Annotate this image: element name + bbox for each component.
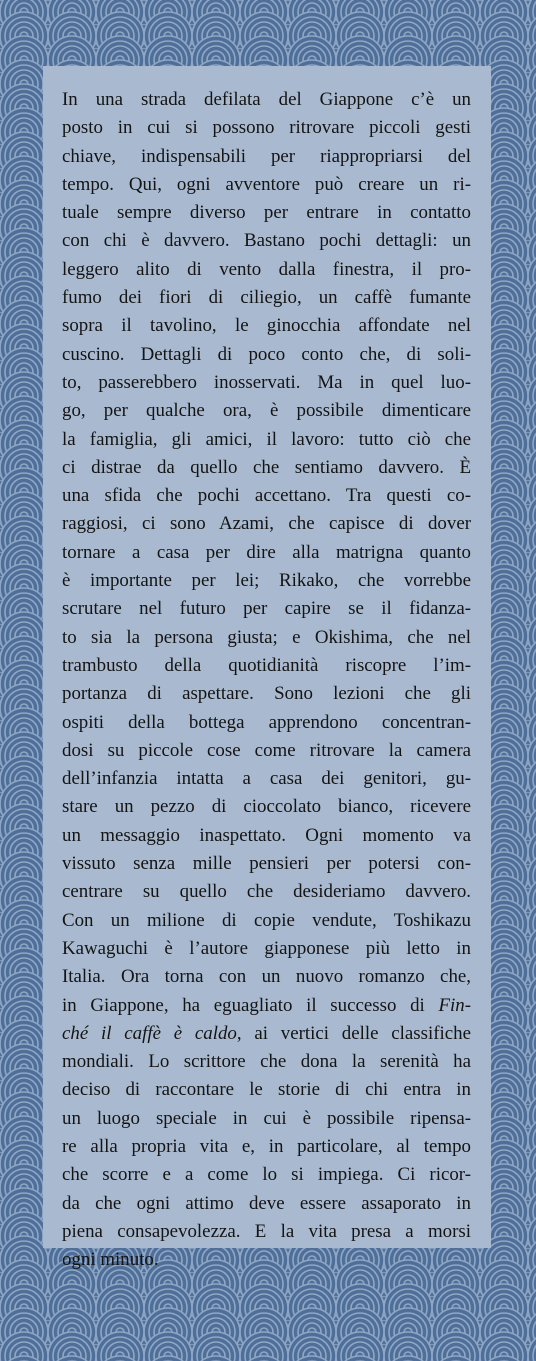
text-segment: ogni minuto. xyxy=(62,1249,159,1271)
synopsis-line xyxy=(62,992,471,1020)
synopsis-line xyxy=(62,199,471,227)
synopsis-line xyxy=(62,114,471,142)
text-segment: con chi è davvero. Bastano pochi dettagli: un xyxy=(62,230,471,252)
synopsis-line xyxy=(62,907,471,935)
text-segment: che scorre e a come lo si impiega. Ci ricor- xyxy=(62,1164,471,1186)
synopsis-line xyxy=(62,1020,471,1048)
synopsis-line xyxy=(62,850,471,878)
text-segment: raggiosi, ci sono Azami, che capisce di dover xyxy=(62,513,471,535)
text-segment: to, passerebbero inosservati. Ma in quel luo- xyxy=(62,371,471,393)
text-segment: vissuto senza mille pensieri per potersi con- xyxy=(62,853,471,875)
synopsis-line xyxy=(62,624,471,652)
synopsis-line xyxy=(62,652,471,680)
text-segment: portanza di aspettare. Sono lezioni che gli xyxy=(62,683,471,705)
text-segment: un luogo speciale in cui è possibile ripensa- xyxy=(62,1107,471,1129)
text-segment: tuale sempre diverso per entrare in contatto xyxy=(62,202,471,224)
text-segment: ospiti della bottega apprendono concentran- xyxy=(62,711,471,733)
synopsis-line xyxy=(62,227,471,255)
synopsis-line xyxy=(62,793,471,821)
text-segment: sopra il tavolino, le ginocchia affondate nel xyxy=(62,315,471,337)
synopsis-line xyxy=(62,1048,471,1076)
text-segment: piena consapevolezza. E la vita presa a morsi xyxy=(62,1220,471,1242)
text-segment: chiave, indispensabili per riappropriarsi del xyxy=(62,145,471,167)
synopsis-line xyxy=(62,878,471,906)
text-segment: trambusto della quotidianità riscopre l’im- xyxy=(62,654,471,676)
text-segment: scrutare nel futuro per capire se il fidanza- xyxy=(62,598,471,620)
text-segment: posto in cui si possono ritrovare piccoli gesti xyxy=(62,117,471,139)
synopsis-line xyxy=(62,1218,471,1246)
synopsis-line xyxy=(62,737,471,765)
synopsis-line xyxy=(62,256,471,284)
text-segment: go, per qualche ora, è possibile dimenticare xyxy=(62,400,471,422)
text-segment: In una strada defilata del Giappone c’è un xyxy=(62,89,471,110)
text-segment: centrare su quello che desideriamo davvero. xyxy=(62,881,471,903)
text-segment: tempo. Qui, ogni avventore può creare un ri- xyxy=(62,173,471,195)
synopsis-line xyxy=(62,963,471,991)
synopsis-line xyxy=(62,284,471,312)
text-segment: un messaggio inaspettato. Ogni momento va xyxy=(62,824,471,846)
text-segment: , ai vertici delle classifiche xyxy=(236,1022,472,1044)
synopsis-line xyxy=(62,595,471,623)
synopsis-line xyxy=(62,1105,471,1133)
text-segment: stare un pezzo di cioccolato bianco, ricevere xyxy=(62,796,471,818)
synopsis-line xyxy=(62,341,471,369)
synopsis-line xyxy=(62,822,471,850)
text-segment: dosi su piccole cose come ritrovare la camera xyxy=(62,739,471,761)
synopsis-line xyxy=(62,709,471,737)
text-segment: fumo dei fiori di ciliegio, un caffè fumante xyxy=(62,287,471,309)
synopsis-line xyxy=(62,539,471,567)
text-segment: Con un milione di copie vendute, Toshikazu xyxy=(62,909,471,931)
text-segment: to sia la persona giusta; e Okishima, che nel xyxy=(62,626,471,648)
synopsis-line xyxy=(62,567,471,595)
text-segment: è importante per lei; Rikako, che vorrebbe xyxy=(62,570,471,592)
synopsis-line xyxy=(62,482,471,510)
text-segment: da che ogni attimo deve essere assaporato in xyxy=(62,1192,471,1214)
synopsis-panel xyxy=(43,66,491,1271)
synopsis-line xyxy=(62,454,471,482)
synopsis-line xyxy=(62,426,471,454)
synopsis-line xyxy=(62,86,471,114)
text-segment: una sfida che pochi accettano. Tra questi co- xyxy=(62,485,471,507)
synopsis-line xyxy=(62,1133,471,1161)
synopsis-line xyxy=(62,397,471,425)
text-segment: deciso di raccontare le storie di chi entra in xyxy=(62,1079,471,1101)
text-segment: Kawaguchi è l’autore giapponese più letto in xyxy=(62,937,471,959)
synopsis-line xyxy=(62,1076,471,1104)
text-segment: in Giappone, ha eguagliato il successo di xyxy=(62,994,439,1016)
synopsis-line xyxy=(62,1161,471,1189)
text-segment: dell’infanzia intatta a casa dei genitori, gu- xyxy=(62,768,471,790)
synopsis-text xyxy=(62,86,471,1274)
text-segment: ci distrae da quello che sentiamo davvero. È xyxy=(62,456,471,478)
italic-title-segment: Fin- xyxy=(438,994,471,1016)
synopsis-line xyxy=(62,171,471,199)
synopsis-line xyxy=(62,765,471,793)
text-segment: leggero alito di vento dalla finestra, il pro- xyxy=(62,258,471,280)
text-segment: re alla propria vita e, in particolare, al tempo xyxy=(62,1135,471,1157)
text-segment: tornare a casa per dire alla matrigna quanto xyxy=(62,541,471,563)
text-segment: Italia. Ora torna con un nuovo romanzo che, xyxy=(62,966,471,988)
text-segment: cuscino. Dettagli di poco conto che, di soli- xyxy=(62,343,471,365)
synopsis-line xyxy=(62,143,471,171)
synopsis-line xyxy=(62,510,471,538)
synopsis-line xyxy=(62,1190,471,1218)
text-segment: la famiglia, gli amici, il lavoro: tutto ciò che xyxy=(62,428,471,450)
synopsis-line xyxy=(62,935,471,963)
text-segment: mondiali. Lo scrittore che dona la serenità ha xyxy=(62,1051,471,1073)
synopsis-line xyxy=(62,312,471,340)
italic-title-segment: ché il caffè è caldo xyxy=(62,1022,237,1044)
synopsis-line xyxy=(62,369,471,397)
synopsis-line xyxy=(62,680,471,708)
synopsis-line xyxy=(62,1246,471,1274)
